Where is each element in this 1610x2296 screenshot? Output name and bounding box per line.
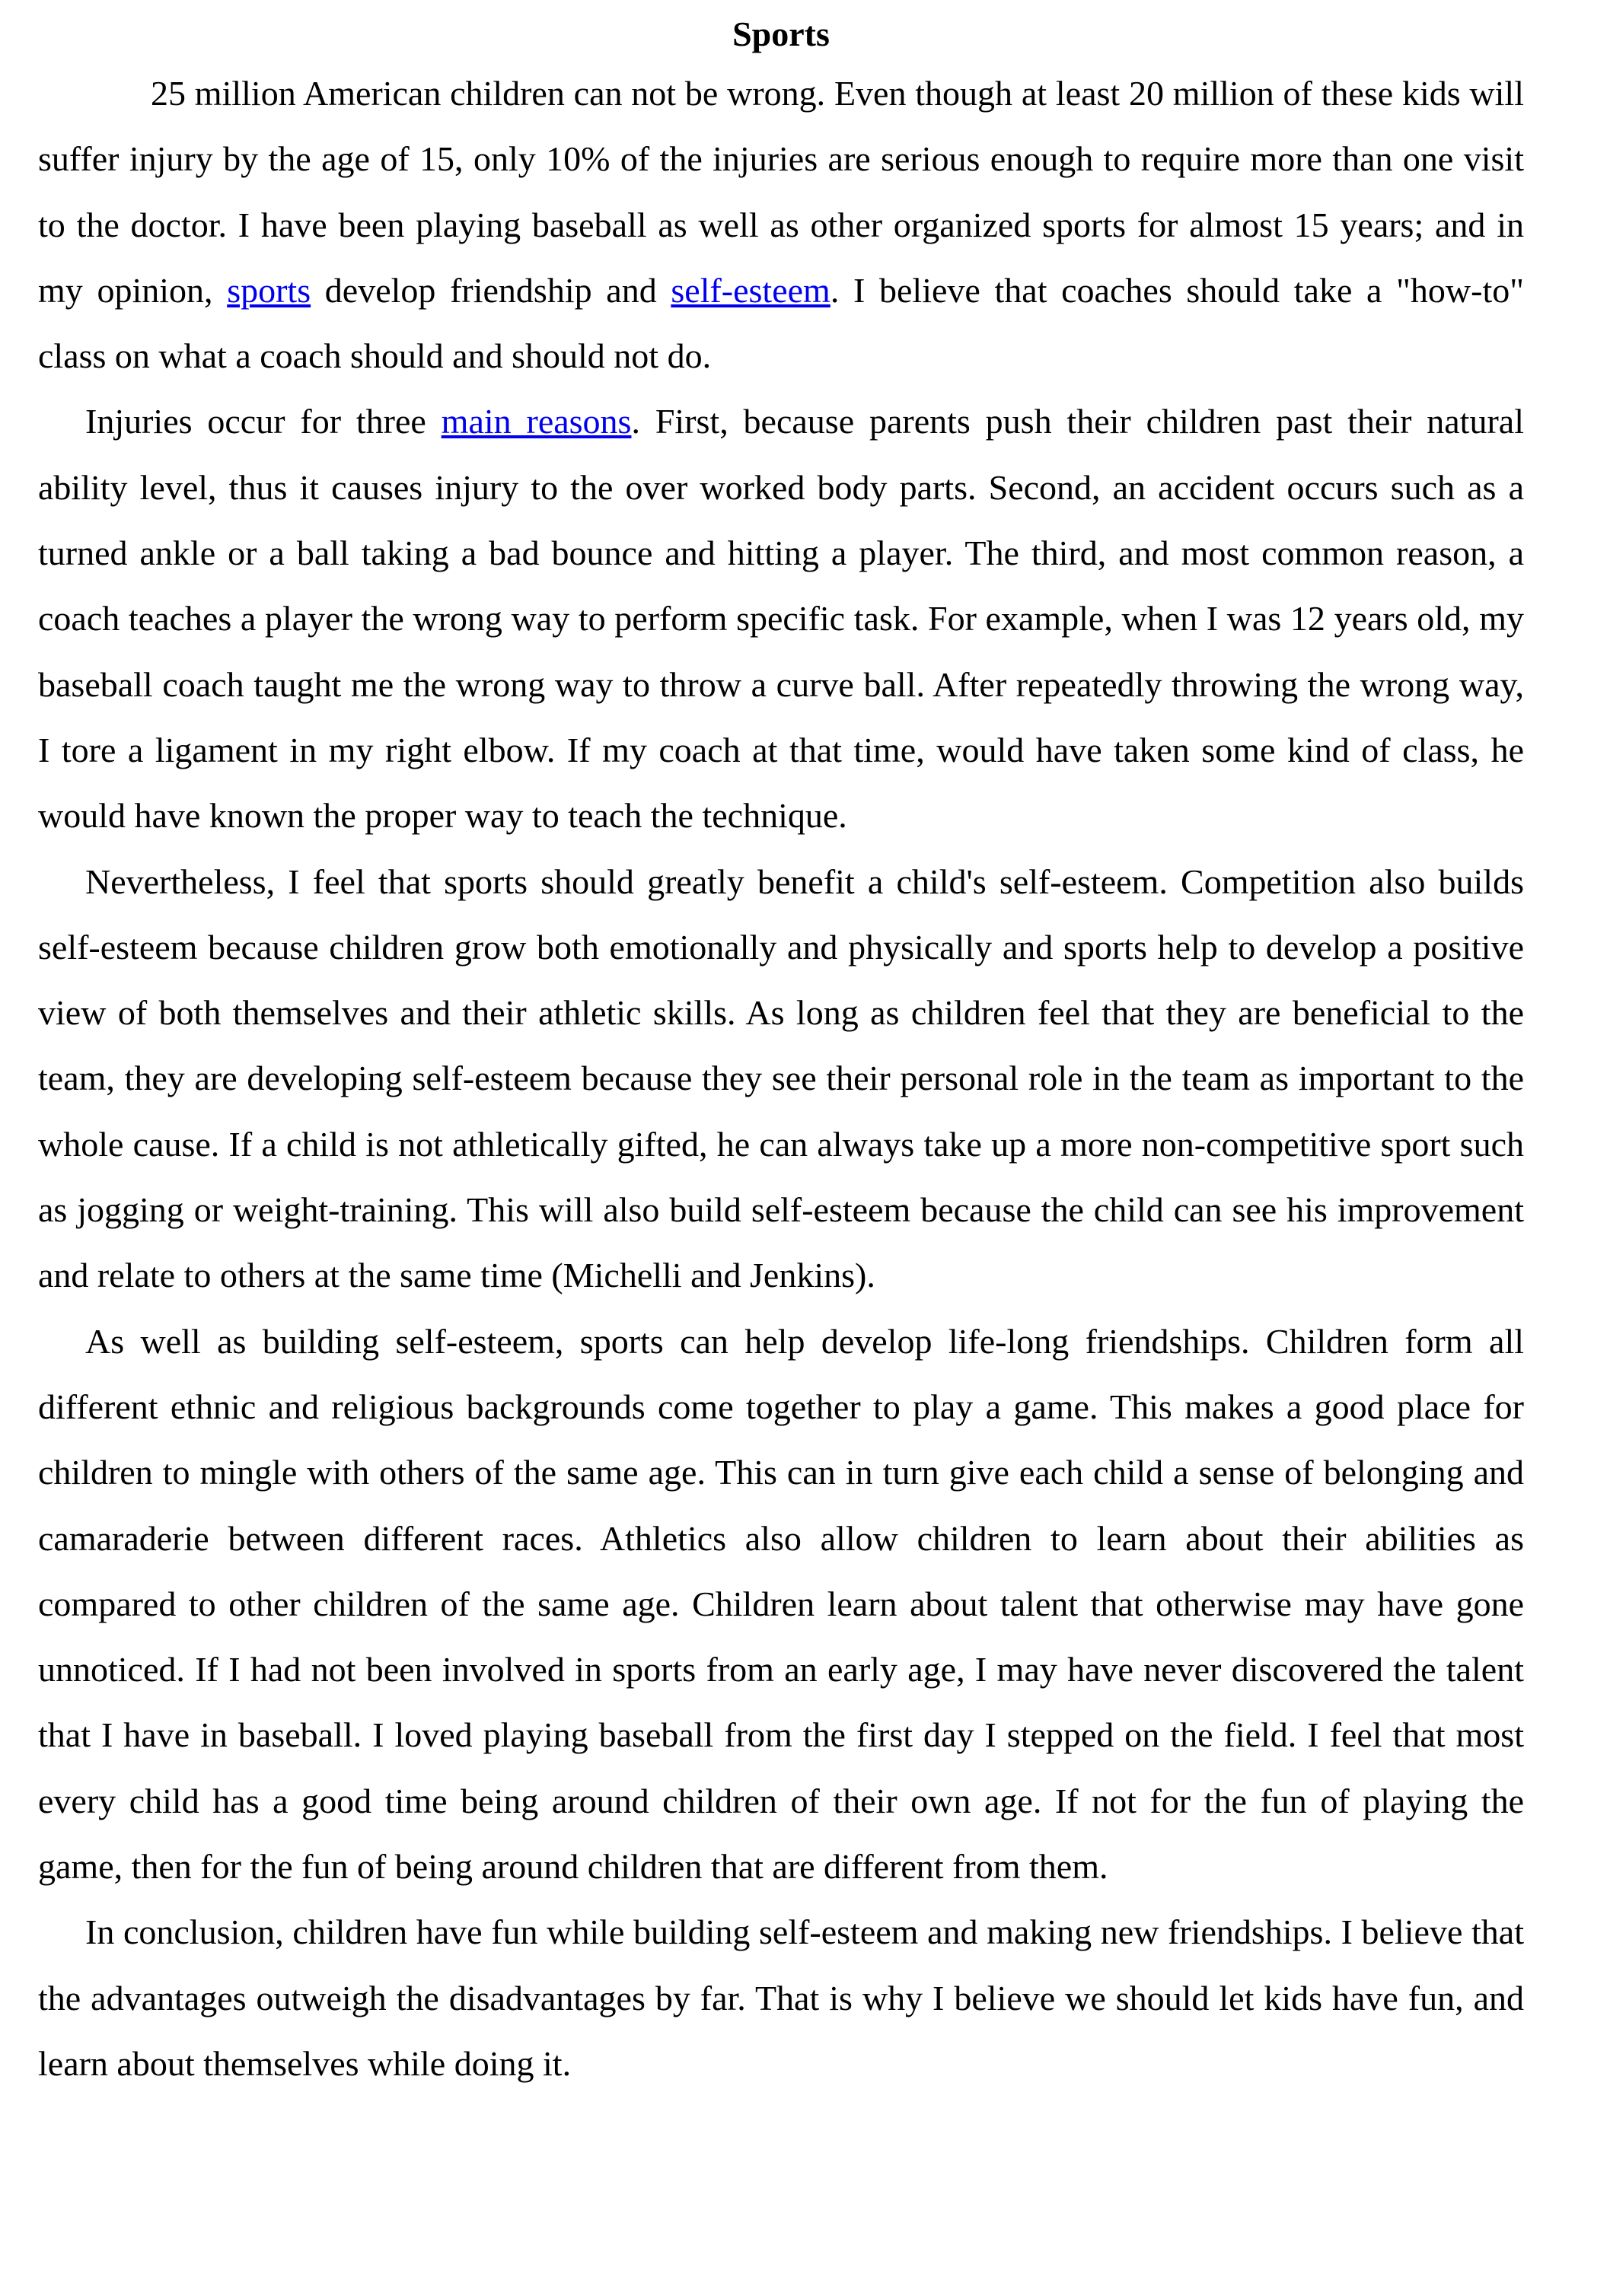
paragraph-injuries-text-1: Injuries occur for three <box>85 402 442 441</box>
paragraph-conclusion <box>38 1900 1524 2097</box>
paragraph-friendships <box>38 1309 1524 1900</box>
document-page <box>38 0 1524 2097</box>
paragraph-conclusion-text: In conclusion, children have fun while building self-esteem and making new friendships. I believe that the advantages outweigh the disadvantages by far. That is why I believe we should let kids have fun, and learn about themselves while doing it. <box>38 1912 1524 2083</box>
paragraph-injuries-text-2: . First, because parents push their children past their natural ability level, thus it causes injury to the over worked body parts. Second, an accident occurs such as a turned ankle or a ball taking a bad bounce and hitting a player. The third, and most common reason, a coach teaches a player the wrong way to perform specific task. For example, when I was 12 years old, my baseball coach taught me the wrong way to throw a curve ball. After repeatedly throwing the wrong way, I tore a ligament in my right elbow. If my coach at that time, would have taken some kind of class, he would have known the proper way to teach the technique. <box>38 402 1524 836</box>
paragraph-intro-text-3: . I believe that coaches should take a "how-to" class on what a coach should and should not do. <box>38 270 1525 376</box>
paragraph-friendships-text: As well as building self-esteem, sports can help develop life-long friendships. Children form all different ethnic and religious backgrounds come together to play a game. This makes a good place for children to mingle with others of the same age. This can in turn give each child a sense of belonging and camaraderie between different races. Athletics also allow children to learn about their abilities as compared to other children of the same age. Children learn about talent that otherwise may have gone unnoticed. If I had not been involved in sports from an early age, I may have never discovered the talent that I have in baseball. I loved playing baseball from the first day I stepped on the field. I feel that most every child has a good time being around children of their own age. If not for the fun of playing the game, then for the fun of being around children that are different from them. <box>38 1321 1524 1887</box>
link-self-esteem[interactable]: self-esteem <box>671 270 831 310</box>
paragraph-self-esteem <box>38 849 1524 1309</box>
link-sports[interactable]: sports <box>227 270 311 310</box>
paragraph-self-esteem-text: Nevertheless, I feel that sports should greatly benefit a child's self-esteem. Competition also builds self-esteem because children grow both emotionally and physically and sports help to develop a positive view of both themselves and their athletic skills. As long as children feel that they are beneficial to the team, they are developing self-esteem because they see their personal role in the team as important to the whole cause. If a child is not athletically gifted, he can always take up a more non-competitive sport such as jogging or weight-training. This will also build self-esteem because the child can see his improvement and relate to others at the same time (Michelli and Jenkins). <box>38 861 1524 1295</box>
document-title: Sports <box>732 14 830 53</box>
paragraph-injuries <box>38 389 1524 849</box>
paragraph-intro <box>38 61 1524 389</box>
paragraph-intro-text-1: 25 million American children can not be wrong. Even though at least 20 million of these kids will suffer injury by the age of 15, only 10% of the injuries are serious enough to require more than one visit to the doctor. I have been playing baseball as well as other organized sports for almost 15 years; and in my opinion, <box>38 74 1524 310</box>
paragraph-intro-text-2: develop friendship and <box>311 270 671 310</box>
link-main-reasons[interactable]: main reasons <box>441 402 632 441</box>
